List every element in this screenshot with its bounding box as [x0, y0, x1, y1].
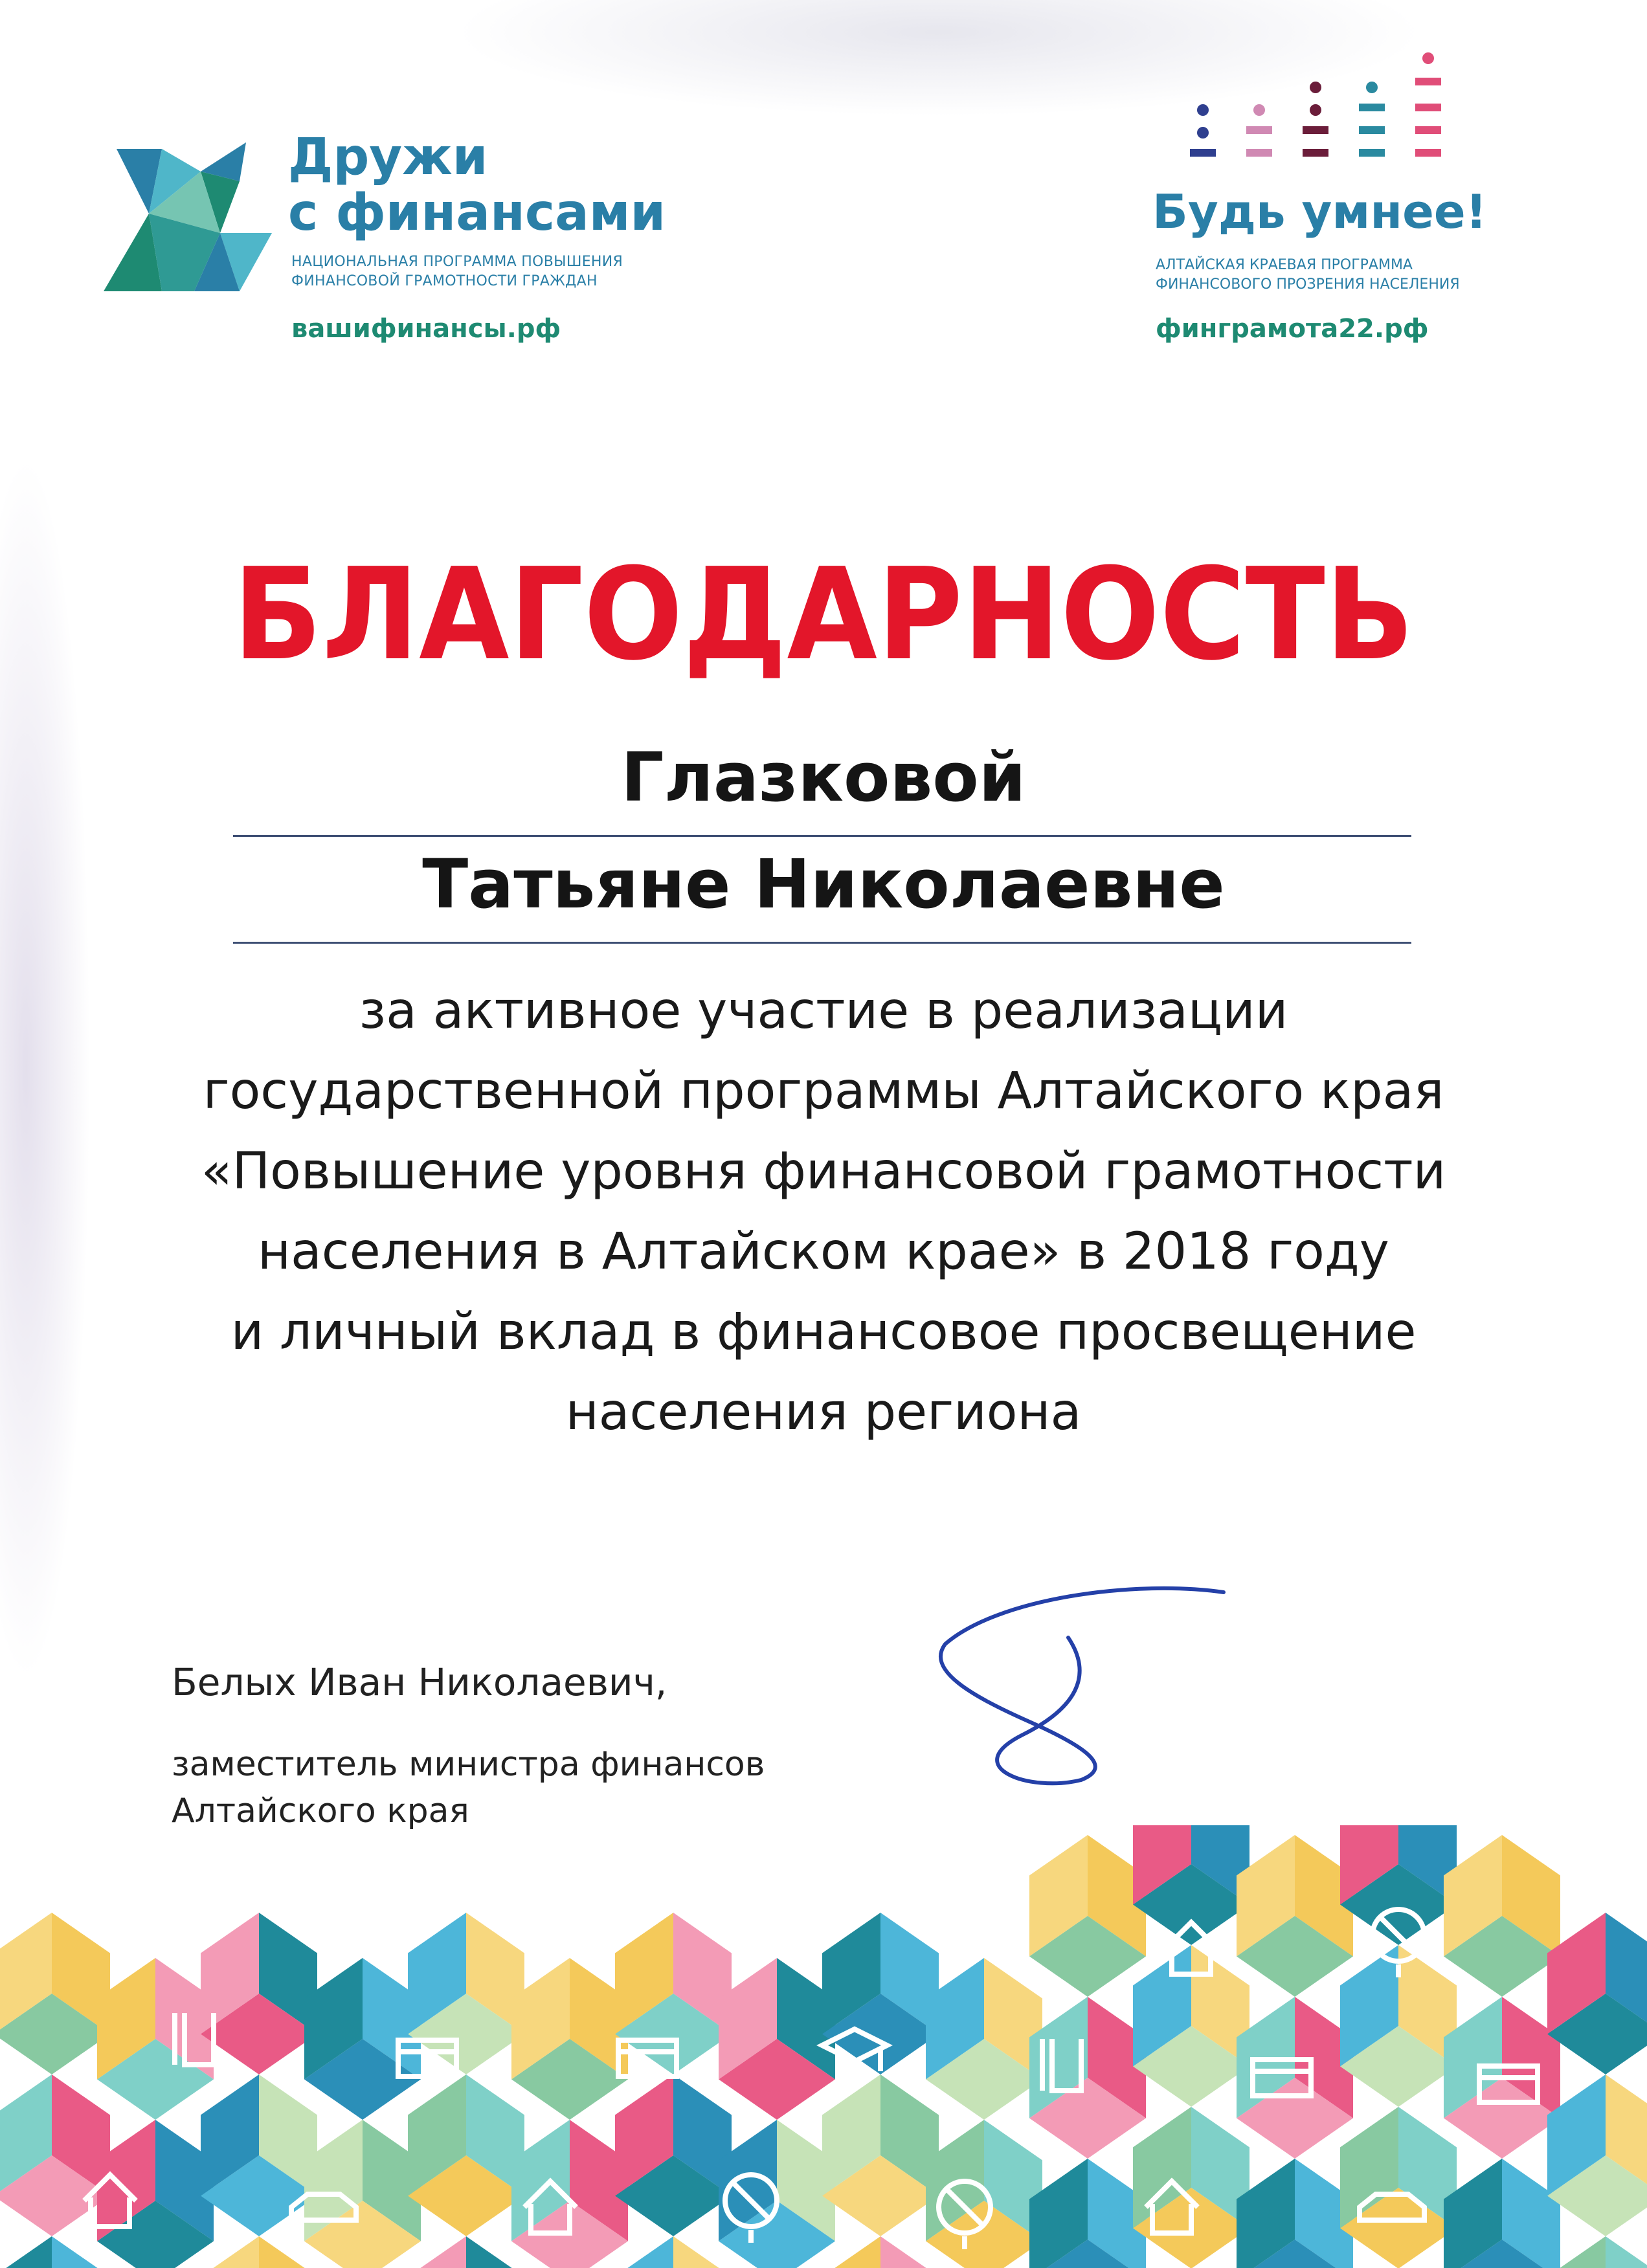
logo-left-site: вашифинансы.рф — [291, 314, 561, 344]
hexagon-facet — [1606, 2236, 1647, 2268]
dots-bars-icon — [1185, 45, 1483, 168]
body-line: и личный вклад в финансовое просвещение — [230, 1303, 1417, 1361]
recipient-given-names: Татьяне Николаевне — [422, 845, 1225, 924]
logo-left-title: Дружи с финансами — [288, 128, 666, 242]
recipient-surname: Глазковой — [621, 738, 1026, 817]
logo-right-subtitle: АЛТАЙСКАЯ КРАЕВАЯ ПРОГРАММА ФИНАНСОВОГО ПРОЗРЕНИЯ НАСЕЛЕНИЯ — [1156, 257, 1460, 293]
signer-name: Белых Иван Николаевич, — [172, 1660, 667, 1704]
body-line: населения региона — [565, 1383, 1082, 1441]
logo-right-site: финграмота22.рф — [1156, 314, 1429, 344]
logo-left-subtitle: НАЦИОНАЛЬНАЯ ПРОГРАММА ПОВЫШЕНИЯ ФИНАНСОВОЙ ГРАМОТНОСТИ ГРАЖДАН — [291, 254, 623, 289]
origami-dog-icon — [91, 136, 285, 298]
handwritten-signature — [919, 1573, 1256, 1793]
recipient-underline-2 — [233, 942, 1411, 944]
body-line: населения в Алтайском крае» в 2018 году — [258, 1223, 1389, 1281]
body-line: государственной программы Алтайского края — [203, 1062, 1444, 1120]
logo-druzhi-s-finansami — [91, 123, 725, 356]
recipient-underline-1 — [233, 835, 1411, 837]
hexagon-facet — [0, 2236, 52, 2268]
decorative-hexagon-band — [0, 1825, 1647, 2268]
signer-position: заместитель министра финансов Алтайского края — [172, 1745, 765, 1830]
body-line: за активное участие в реализации — [359, 982, 1288, 1040]
logo-bud-umnee — [1152, 45, 1567, 356]
body-line: «Повышение уровня финансовой грамотности — [201, 1142, 1446, 1201]
gratitude-text — [0, 971, 1647, 1452]
document-title: БЛАГОДАРНОСТЬ — [232, 541, 1415, 689]
logo-right-title: Будь умнее! — [1152, 184, 1487, 239]
